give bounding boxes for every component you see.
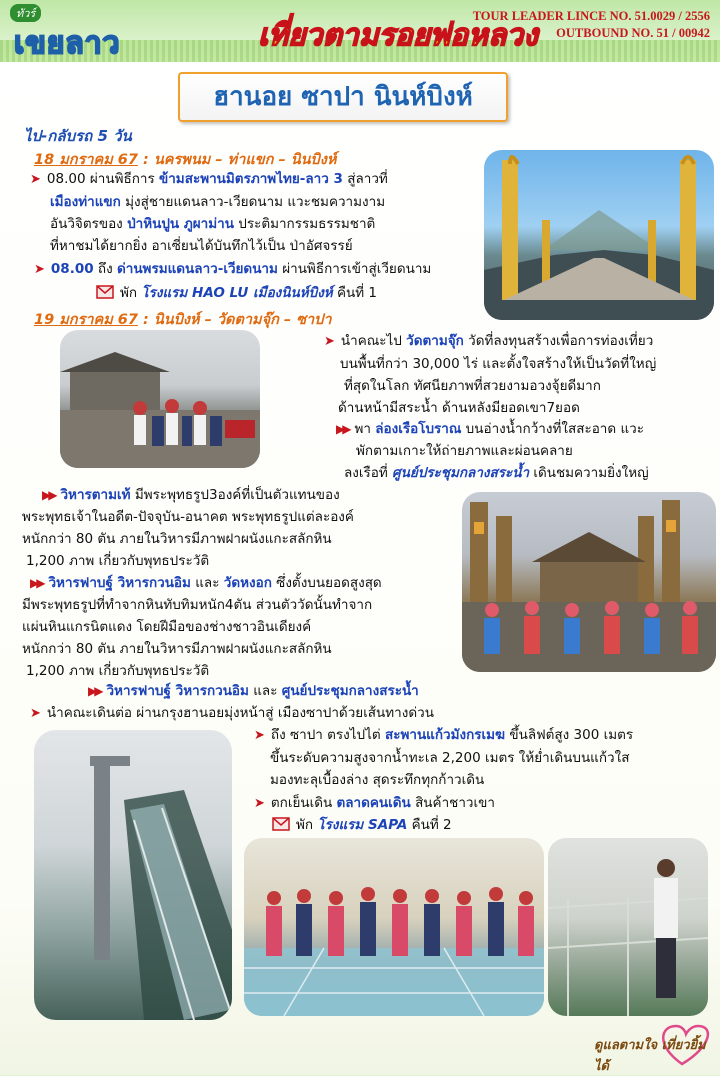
text: ซึ่งตั้งบนยอดสูงสุด xyxy=(271,575,382,591)
hotel-name: โรงแรม SAPA xyxy=(317,817,408,833)
text: ผ่านพิธีการเข้าสู่เวียดนาม xyxy=(277,261,432,277)
highlight-tam-chuc: วัดตามจุ๊ก xyxy=(406,333,464,349)
text: ประติมากรรมธรรมชาติ xyxy=(233,216,376,232)
text: ขึ้นลิฟต์สูง 300 เมตร xyxy=(505,727,634,743)
text: ถึง xyxy=(93,261,117,277)
day1-date: 18 มกราคม 67 xyxy=(34,152,138,168)
brand-logo: เขยลาว xyxy=(14,26,121,61)
day2-item-a xyxy=(324,330,716,419)
arrow-bullet-icon: ➤ xyxy=(30,172,41,187)
highlight-market: ตลาดคนเดิน xyxy=(336,795,411,811)
text: ที่สุดในโลก ทัศนียภาพที่สวยงามอวงจุ้ยดีมาก xyxy=(344,378,601,394)
text: สู่ลาวที่ xyxy=(342,171,388,187)
day2-item-h xyxy=(254,792,714,815)
highlight-border: ด่านพรมแดนลาว-เวียดนาม xyxy=(116,261,278,277)
highlight-thakhek: เมืองท่าแขก xyxy=(50,194,121,210)
script-logo: เที่ยวตามรอยพ่อหลวง xyxy=(258,18,538,53)
text: พระพุทธเจ้าในอดีต-ปัจจุบัน-อนาคต พระพุทธรูปแต่ละองค์ xyxy=(22,509,354,525)
day2-item-e xyxy=(88,680,528,702)
day1-item2 xyxy=(34,258,484,281)
highlight-bridge: ข้ามสะพานมิตรภาพไทย-ลาว 3 xyxy=(159,171,343,187)
text: ที่หาชมได้ยากยิ่ง อาเซี่ยนได้บันทึกไว้เป็น ป่าอัศจรรย์ xyxy=(50,238,353,254)
photo-railing xyxy=(548,838,708,1016)
photo-temple-towers xyxy=(462,492,716,672)
signature-text: ดูแลตามใจ เที่ยวยิ้มได้ xyxy=(594,1038,706,1074)
towers-group-illustration xyxy=(462,492,716,672)
double-arrow-icon: ▶▶ xyxy=(30,576,43,590)
text: มีพระพุทธรูป3องค์ที่เป็นตัวแทนของ xyxy=(130,487,340,503)
highlight-viharas: วิหารฟาบฐ์ วิหารกวนอิม xyxy=(106,683,249,699)
text: ถึง ซาปา ตรงไปไต่ xyxy=(270,727,385,743)
text: คืนที่ 1 xyxy=(332,285,378,301)
day1-route: : นครพนม – ท่าแขก – นินบิงห์ xyxy=(137,152,337,168)
text: ตกเย็นเดิน xyxy=(270,795,337,811)
text: 1,200 ภาพ เกี่ยวกับพุทธประวัติ xyxy=(26,553,210,569)
license-line-1: TOUR LEADER LINCE NO. 51.0029 / 2556 xyxy=(472,9,710,23)
text: ขึ้นระดับความสูงจากน้ำทะเล 2,200 เมตร ให้ย่ำเดินบนแก้วใส xyxy=(270,750,630,766)
arrow-bullet-icon: ➤ xyxy=(30,706,41,721)
text: คืนที่ 2 xyxy=(407,817,452,833)
text: พักตามเกาะให้ถ่ายภาพและผ่อนคลาย xyxy=(356,443,573,459)
time: 08.00 xyxy=(50,261,94,277)
text: เดินชมความยิ่งใหญ่ xyxy=(529,465,649,481)
license-info xyxy=(473,8,710,42)
envelope-icon xyxy=(96,285,114,299)
text: พัก xyxy=(296,817,318,833)
hotel-name: โรงแรม HAO LU เมืองนินห์บิงห์ xyxy=(141,285,333,301)
highlight-vihara: วิหารตามเท้ xyxy=(60,487,131,503)
day2-item-d xyxy=(22,572,462,682)
text: มองทะลุเบื้องล่าง สุดระทึกทุกก้าวเดิน xyxy=(270,772,485,788)
glass-walkway-illustration xyxy=(34,730,232,1020)
text: 08.00 ผ่านพิธีการ xyxy=(46,171,159,187)
photo-group-glass-deck xyxy=(244,838,544,1016)
highlight-center: ศูนย์ประชุมกลางสระน้ำ xyxy=(281,683,419,699)
photo-bridge xyxy=(484,150,714,320)
day2-date: 19 มกราคม 67 xyxy=(34,312,138,328)
day2-heading xyxy=(34,308,332,331)
text: วัดที่ลงทุนสร้างเพื่อการท่องเที่ยว xyxy=(463,333,654,349)
bridge-illustration xyxy=(484,150,714,320)
license-line-2: OUTBOUND NO. 51 / 00942 xyxy=(556,26,710,40)
text: ด้านหน้ามีสระน้ำ ด้านหลังมียอดเขา7ยอด xyxy=(338,400,580,416)
highlight-limestone-forest: ป่าหินปูน ภูผาม่าน xyxy=(127,216,234,232)
text: หนักกว่า 80 ตัน ภายในวิหารมีภาพฝาผนังแกะสลักหิน xyxy=(22,641,332,657)
text: และ xyxy=(248,683,282,699)
text: พา xyxy=(354,421,376,437)
title-box xyxy=(178,72,508,122)
highlight-center: ศูนย์ประชุมกลางสระน้ำ xyxy=(392,465,530,481)
trip-duration: ไป-กลับรถ 5 วัน xyxy=(24,127,132,145)
day2-item-b xyxy=(336,418,716,484)
text: บนอ่างน้ำกว้างที่ใสสะอาด แวะ xyxy=(461,421,644,437)
arrow-bullet-icon: ➤ xyxy=(324,334,335,349)
highlight-glass-bridge: สะพานแก้วมังกรเมฆ xyxy=(384,727,506,743)
day2-item-g xyxy=(254,724,716,791)
text: อันวิจิตรของ xyxy=(50,216,128,232)
text: นำคณะเดินต่อ ผ่านกรุงฮานอยมุ่งหน้าสู่ เมืองซาปาด้วยเส้นทางด่วน xyxy=(46,705,434,721)
text: และ xyxy=(190,575,224,591)
text: นำคณะไป xyxy=(340,333,407,349)
text: สินค้าชาวเขา xyxy=(410,795,495,811)
highlight-boat: ล่องเรือโบราณ xyxy=(375,421,462,437)
text: แผ่นหินแกรนิตแดง โดยฝีมือของช่างชาวอินเดียงค์ xyxy=(22,619,312,635)
highlight-temple: วัดหงอก xyxy=(223,575,272,591)
day1-hotel xyxy=(96,282,377,304)
double-arrow-icon: ▶▶ xyxy=(336,422,349,436)
text: มุ่งสู่ชายแดนลาว-เวียดนาม แวะชมความงาม xyxy=(120,194,386,210)
day2-item-c xyxy=(22,484,462,572)
text: หนักกว่า 80 ตัน ภายในวิหารมีภาพฝาผนังแกะสลักหิน xyxy=(22,531,332,547)
brand-tag: ทัวร์ xyxy=(10,4,41,22)
text: 1,200 ภาพ เกี่ยวกับพุทธประวัติ xyxy=(26,663,210,679)
group-illustration xyxy=(244,838,544,1016)
photo-temple-hall xyxy=(60,330,260,468)
day2-hotel xyxy=(272,814,452,836)
photo-glass-bridge xyxy=(34,730,232,1020)
text: บนพื้นที่กว่า 30,000 ไร่ และตั้งใจสร้างให้เป็นวัดที่ใหญ่ xyxy=(340,356,657,372)
arrow-bullet-icon: ➤ xyxy=(34,262,45,277)
double-arrow-icon: ▶▶ xyxy=(42,488,55,502)
day1-item1 xyxy=(30,168,485,257)
temple-group-illustration xyxy=(60,330,260,468)
page-title: ฮานอย ซาปา นินห์บิงห์ xyxy=(213,82,473,112)
arrow-bullet-icon: ➤ xyxy=(254,728,265,743)
envelope-icon xyxy=(272,817,290,831)
text: พัก xyxy=(120,285,142,301)
railing-illustration xyxy=(548,838,708,1016)
text: มีพระพุทธรูปที่ทำจากหินทับทิมหนัก4ตัน ส่วนตัววัดนั้นทำจาก xyxy=(22,597,373,613)
text: ลงเรือที่ xyxy=(344,465,393,481)
double-arrow-icon: ▶▶ xyxy=(88,684,101,698)
day2-route: : นินบิงห์ – วัดตามจุ๊ก – ซาปา xyxy=(137,312,332,328)
day2-item-f xyxy=(30,702,690,725)
highlight-viharas: วิหารฟาบฐ์ วิหารกวนอิม xyxy=(48,575,191,591)
arrow-bullet-icon: ➤ xyxy=(254,796,265,811)
